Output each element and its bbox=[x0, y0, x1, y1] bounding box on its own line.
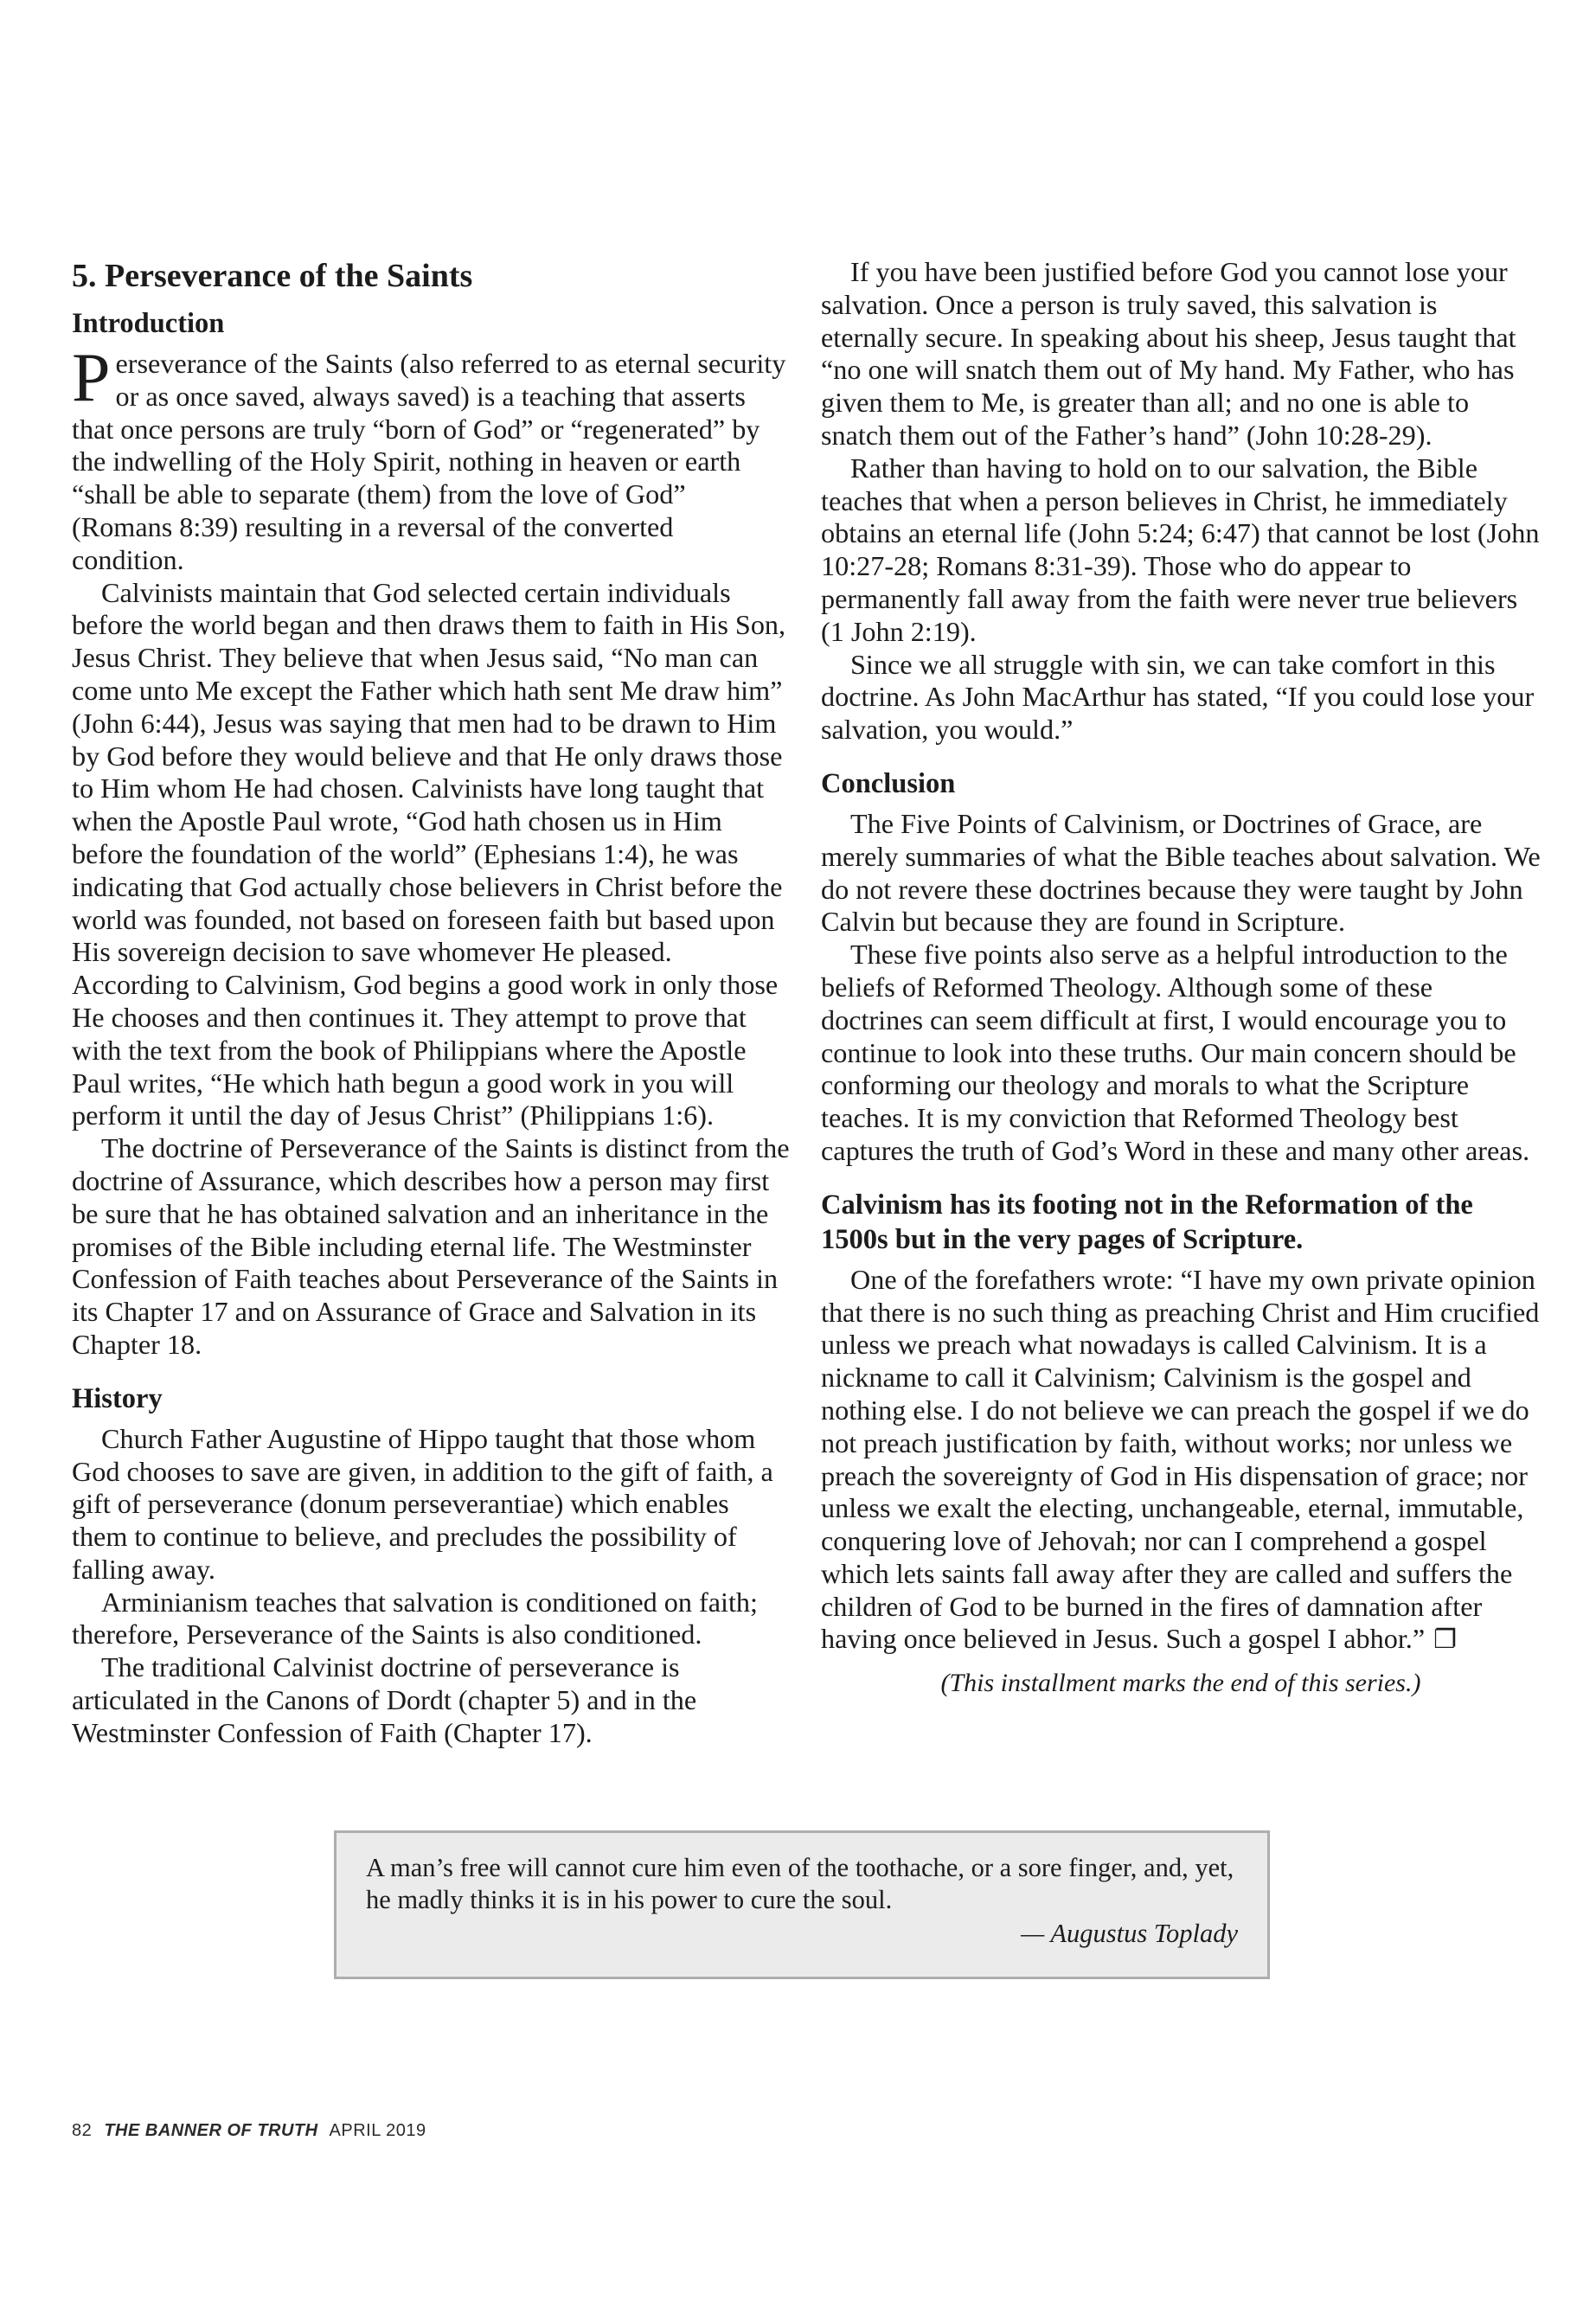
history-paragraph-3: The traditional Calvinist doctrine of perseverance is articulated in the Canons of Dordt (chapter 5) and in the Westminster Confession of Faith (Chapter 17). bbox=[72, 1651, 697, 1748]
footing-heading: Calvinism has its footing not in the Reformation of the 1500s but in the very pages of Scripture. bbox=[821, 1189, 1473, 1255]
publication-name: THE BANNER OF TRUTH bbox=[104, 2121, 318, 2140]
right-column bbox=[821, 256, 1541, 1700]
history-heading: History bbox=[72, 1382, 163, 1414]
intro-paragraph-2: Calvinists maintain that God selected certain individuals before the world began and then draws them to faith in His Son, Jesus Christ. They believe that when Jesus said, “No man can come unto Me except the Father which hath sent Me draw him” (John 6:44), Jesus was saying that men had to be drawn to Him by God before they would believe and that He only draws those to Him whom He had chosen. Calvinists have long taught that when the Apostle Paul wrote, “God hath chosen us in Him before the foundation of the world” (Ephesians 1:4), he was indicating that God actually chose believers in Christ before the world was founded, not based on foreseen faith but based upon His sovereign decision to save whomever He pleased. According to Calvinism, God begins a good work in only those He chooses and then continues it. They attempt to prove that with the text from the book of Philippians where the Apostle Paul writes, “He which hath begun a good work in you will perform it until the day of Jesus Christ” (Philippians 1:6). bbox=[72, 576, 786, 1131]
intro-paragraph-1 bbox=[72, 340, 792, 577]
security-paragraph-3: Since we all struggle with sin, we can take comfort in this doctrine. As John MacArthur has stated, “If you could lose your salvation, you would.” bbox=[821, 648, 1535, 746]
footing-paragraph-1 bbox=[821, 1264, 1541, 1657]
security-paragraph-1: If you have been justified before God you cannot lose your salvation. Once a person is truly saved, this salvation is eternally secure. In speaking about his sheep, Jesus taught that “no one will snatch them out of My hand. My Father, who has given them to Me, is greater than all; and no one is able to snatch them out of the Father’s hand” (John 10:28-29). bbox=[821, 256, 1516, 451]
conclusion-heading: Conclusion bbox=[821, 767, 956, 799]
section-title: 5. Perseverance of the Saints bbox=[72, 258, 473, 294]
page-footer bbox=[72, 2121, 426, 2141]
pull-quote-attribution: — Augustus Toplady bbox=[1021, 1919, 1238, 1948]
left-column bbox=[72, 256, 792, 1750]
footing-paragraph-1-text: One of the forefathers wrote: “I have my own private opinion that there is no such thing as preaching Christ and Him crucified unless we preach what nowadays is called Calvinism. It is a nickname to call it Calvinism; Calvinism is the gospel and nothing else. I do not believe we can preach the gospel if we do not preach justification by faith, without works; nor unless we preach the sovereignty of God in His dispensation of grace; nor unless we exalt the electing, unchangeable, eternal, immutable, conquering love of Jehovah; nor can I comprehend a gospel which lets saints fall away after they are called and suffers the children of God to be burned in the fires of damnation after having once believed in Jesus. Such a gospel I abhor.” bbox=[821, 1263, 1540, 1655]
page-number: 82 bbox=[72, 2121, 93, 2140]
end-mark-icon: ❐ bbox=[1433, 1625, 1458, 1656]
drop-cap: P bbox=[72, 340, 111, 416]
intro-paragraph-1-text: erseverance of the Saints (also referred to as eternal security or as once saved, always saved) is a teaching that asserts that once persons are truly “born of God” or “regenerated” by the indwelling of the Holy Spirit, nothing in heaven or earth “shall be able to separate (them) from the love of God” (Romans 8:39) resulting in a reversal of the converted condition. bbox=[72, 348, 786, 575]
conclusion-paragraph-2: These five points also serve as a helpful introduction to the beliefs of Reformed Theology. Although some of these doctrines can seem difficult at first, I would encourage you to continue to look into these truths. Our main concern should be conforming our theology and morals to what the Scripture teaches. It is my conviction that Reformed Theology best captures the truth of God’s Word in these and many other areas. bbox=[821, 939, 1530, 1166]
pull-quote-box bbox=[334, 1830, 1270, 1979]
intro-paragraph-3: The doctrine of Perseverance of the Saints is distinct from the doctrine of Assurance, which describes how a person may first be sure that he has obtained salvation and an inheritance in the promises of the Bible including eternal life. The Westminster Confession of Faith teaches about Perseverance of the Saints in its Chapter 17 and on Assurance of Grace and Salvation in its Chapter 18. bbox=[72, 1132, 790, 1360]
history-paragraph-2: Arminianism teaches that salvation is conditioned on faith; therefore, Perseverance of the Saints is also conditioned. bbox=[72, 1586, 758, 1650]
history-paragraph-1: Church Father Augustine of Hippo taught that those whom God chooses to save are given, in addition to the gift of faith, a gift of perseverance (donum perseverantiae) which enables them to continue to believe, and precludes the possibility of falling away. bbox=[72, 1422, 773, 1585]
introduction-heading: Introduction bbox=[72, 308, 225, 339]
security-paragraph-2: Rather than having to hold on to our salvation, the Bible teaches that when a person believes in Christ, he immediately obtains an eternal life (John 5:24; 6:47) that cannot be lost (John 10:27-28; Romans 8:31-39). Those who do appear to permanently fall away from the faith were never true believers (1 John 2:19). bbox=[821, 452, 1540, 647]
conclusion-paragraph-1: The Five Points of Calvinism, or Doctrines of Grace, are merely summaries of what the Bible teaches about salvation. We do not revere these doctrines because they were taught by John Calvin but because they are found in Scripture. bbox=[821, 807, 1541, 938]
pull-quote-text: A man’s free will cannot cure him even of the toothache, or a sore finger, and, yet, he madly thinks it is in his power to cure the soul. bbox=[366, 1853, 1234, 1914]
issue-date: APRIL 2019 bbox=[329, 2121, 426, 2140]
series-note: (This installment marks the end of this series.) bbox=[940, 1669, 1421, 1698]
